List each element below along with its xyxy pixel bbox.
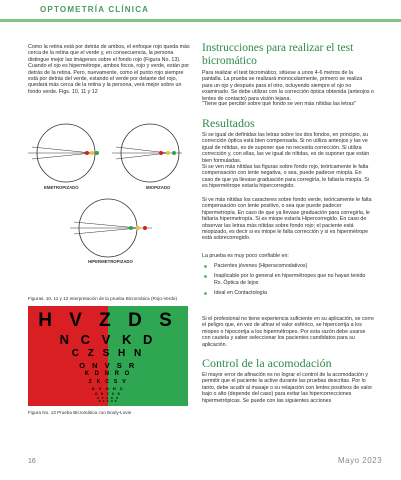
issue-date: Mayo 2023 [338,456,383,465]
results-paragraph-1: Si se igual de definidas las letras sobre los dos fondos, en principio, su corrección óptica está bien compensada. Si no utiliza anteojos y las ve igual de nítidas, es de suponer que no necesita corrección. Si utiliza corrección y, con ellas, las ve igual de nítidas, es de suponer que están bien formuladas. [202,132,370,164]
chart-row: N C K H D [98,400,118,403]
list-item-text: Pacientes jóvenes (Hiperacomodativos) [214,263,308,269]
chart-row: H V Z D S [38,310,178,331]
page-header [0,0,401,22]
figure-caption-13: Figura No. 13 Prueba Bicromática con Bouly-Lovie [28,410,132,415]
bullet-list [202,263,372,301]
fig-label-hypermetropized: HIPERMETROPIZADO [88,259,133,264]
page-number: 16 [28,458,36,465]
results-paragraph-3: Si ve más nítidas los caracteres sobre fondo verde, teóricamente le falta compensación con lente positivo, o sea que puede padecer hipermetropía. En caso de que ya llevase graduación para corregirla, le faltaría hipermetropía. Si es miope estaría Hipercorregido. En caso de observar las letras más nítidas sobre fondo rojo; el paciente está miopizado, es decir si es miope le falta corrección y si es hipermétrope está sobrecorregido. [202,197,372,242]
header-rule [0,19,401,22]
results-paragraph-4: La prueba es muy poco confiable en: [202,253,289,259]
bullet-icon [204,265,207,268]
eye-diagrams-figure [28,110,190,290]
instructions-quote: "Tiene que percibir sobre qué fondo se ven más nítidas las letras" [202,101,357,107]
list-item [202,290,372,296]
chart-row: O N V S R [79,361,137,370]
fig-label-myopized: MIOPIZADO [146,185,171,190]
heading-instructions: Instrucciones para realizar el test bicromático [202,42,354,67]
list-item [202,273,372,286]
list-item-text: Ideal en Contactología [214,290,268,297]
intro-paragraph: Como la retina está por detrás de ambos, el enfoque rojo queda más cerca de la retina que el verde y, en consecuencia, la persona distingue mejor las imágenes sobre el fondo rojo (Figura No. 13). Cuando el ojo es hipermétrope, ambos focos, rojo y verde, están por detrás de la retina. Pero, nuevamente, como el punto rojo siempre está por detrás del verde, estando el verde por delante del rojo, quedará más cerca de la retina y la persona, verá mejor sobre un fondo verde. Figs. 10, 11 y 12 [28,44,190,95]
eye-diagram-hypermetropized [70,199,152,257]
bullet-icon [204,275,207,278]
bullet-icon [204,292,207,295]
results-paragraph-2: Si se ven más nítidas las figuras sobre fondo rojo, teóricamente le falta compensación con lente negativa, o sea, puede padecer miopía. En caso de que ya llevase graduación para corregirla, le faltaría miopía. Si es hipermétrope estaría hipercorregido. [202,164,369,190]
heading-results: Resultados [202,116,255,130]
heading-accommodation: Control de la acomodación [202,356,332,370]
chart-row: K D N R O [84,371,132,377]
fig-label-emmetropized: EMETROPIZADO [44,185,79,190]
results-paragraph-5: Si el profesional no tiene experiencia suficiente en su aplicación, se corre el peligro que, en vez de afinar el valor esférico, se hipercorrija a los miopes o hipocorrija a los hipermétropes. Por esta razón debe usarse con cautela y saber seleccionar los pacientes candidatos para su aplicación. [202,316,374,348]
eye-diagram-emmetropized [28,124,99,182]
section-title: OPTOMETRÍA CLÍNICA [40,5,150,14]
chart-row: H Z C K O [96,396,120,400]
chart-row: N C V K D [59,332,157,347]
list-item-text: Inaplicable por lo general en hipermétropes que no hayan tenido Rx. Óptica de lejos [214,273,366,286]
instructions-paragraph: Para realizar el test bicromático, sitúese a unos 4-6 metros de la pantalla. La prueba se realizará monocularmente, primero se realiza para un ojo y después para el otro, ocluyendo siempre el ojo no examinado. Se debe utilizar con la corrección óptica obtenida (anteojos o lentes de contacto) para visión lejana. [202,70,374,102]
chart-row: Z K C S V [88,379,128,385]
accommodation-paragraph: El mayor error de afinación es no lograr el control de la acomodación y permitir que el paciente la active durante las pruebas descritas. Por lo tanto, debe acudir al masaje o su relajación con lentes positivos de valor bajo o alto (depende del caso) para evitar las hipercorrecciones hipermetrópicas. Se puede con las siguientes acciones [202,372,373,404]
chart-row: O H V C K [94,391,122,396]
bichrome-chart [28,306,188,406]
list-item [202,263,372,269]
chart-row: D V O H C [91,386,125,391]
figure-caption-10-12: Figuras. 10, 11 y 12 Interpretación de la prueba Bicromática (Rojo-Verde) [28,296,178,301]
chart-row: C Z S H N [71,348,145,359]
eye-diagram-myopized [112,124,182,182]
